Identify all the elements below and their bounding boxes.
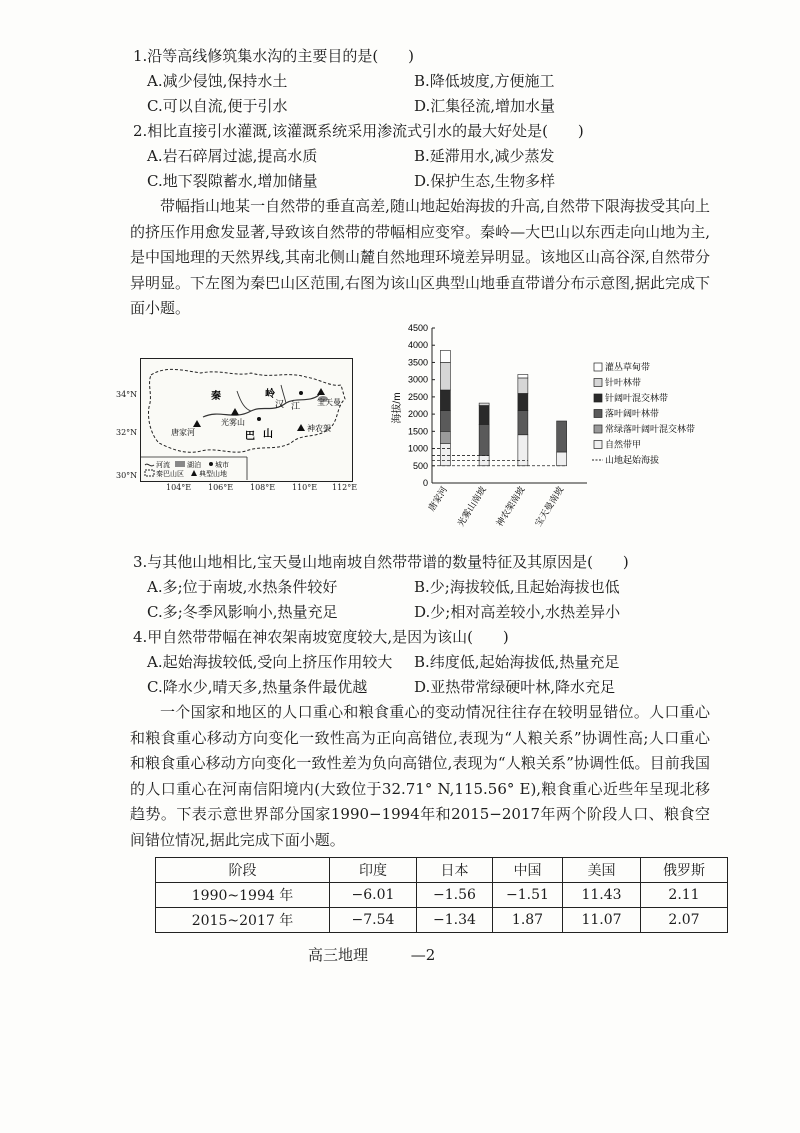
lat-label-32: 32°N xyxy=(116,428,138,437)
bar-segment xyxy=(479,406,489,425)
mountain-tangjiahe xyxy=(193,420,201,427)
table-row xyxy=(156,908,728,933)
lat-label-34: 34°N xyxy=(116,390,138,399)
y-tick-label: 4000 xyxy=(407,340,428,351)
table-cell: −1.56 xyxy=(417,883,493,908)
mountain-guangwushan xyxy=(231,408,239,415)
passage-2-text: 一个国家和地区的人口重心和粮食重心的变动情况往往存在较明显错位。人口重心和粮食重心移动方向变化一致性高为正向高错位,表现为“人粮关系”协调性高;人口重心和粮食重心移动方向变化一致性差为负向高错位,表现为“人粮关系”协调性低。目前我国的人口重心在河南信阳境内(大致位于32.71° N,115.56° E),粮食重心近些年呈现北移趋势。下表示意世界部分国家1990−1994年和2015−2017年两个阶段人口、粮食空间错位情况,据此完成下面小题。 xyxy=(130,703,710,849)
passage-1-text: 带幅指山地某一自然带的垂直高差,随山地起始海拔的升高,自然带下限海拔受其向上的挤压作用愈发显著,导致该自然带的带幅相应变窄。秦岭—大巴山以东西走向山地为主,是中国地理的天然界线,其南北侧山麓自然地理环境差异明显。该地区山高谷深,自然带分异明显。下左图为秦巴山区范围,右图为该山区典型山地垂直带谱分布示意图,据此完成下面小题。 xyxy=(130,197,710,317)
q2-option-c: C.地下裂隙蓄水,增加储量 xyxy=(147,172,318,190)
table-header-cell: 美国 xyxy=(563,858,641,883)
legend-lake: 湖泊 xyxy=(187,461,201,469)
bar-segment xyxy=(518,411,528,435)
legend-label: 灌丛草甸带 xyxy=(605,362,651,372)
y-tick-label: 2500 xyxy=(407,391,428,402)
legend-swatch xyxy=(594,394,602,402)
table-row xyxy=(156,883,728,908)
q4-option-d: D.亚热带常绿硬叶林,降水充足 xyxy=(414,678,616,696)
passage-population-grain xyxy=(130,700,710,853)
lat-label-30: 30°N xyxy=(116,471,138,480)
q3-option-d: D.少;相对高差较小,水热差异小 xyxy=(414,603,621,621)
bar-segment xyxy=(557,421,567,452)
q1-option-a: A.减少侵蚀,保持水土 xyxy=(147,72,288,90)
label-ling: 岭 xyxy=(265,389,275,400)
label-han: 汉 xyxy=(275,400,285,410)
lon-label-108: 108°E xyxy=(250,483,276,492)
bar-segment xyxy=(440,443,450,465)
bar-segment xyxy=(440,431,450,443)
y-tick-label: 3000 xyxy=(407,374,428,385)
table-cell: 2.11 xyxy=(641,883,728,908)
table-header-cell: 中国 xyxy=(493,858,563,883)
label-jiang: 江 xyxy=(291,402,301,412)
lon-label-106: 106°E xyxy=(208,483,234,492)
legend-mountain-symbol xyxy=(191,470,197,476)
legend-swatch xyxy=(594,379,602,387)
y-tick-label: 500 xyxy=(412,460,428,471)
q3-option-b: B.少;海拔较低,且起始海拔也低 xyxy=(414,578,620,596)
q2-option-b: B.延滞用水,减少蒸发 xyxy=(414,147,555,165)
lon-label-112: 112°E xyxy=(332,483,358,492)
q4-option-b: B.纬度低,起始海拔低,热量充足 xyxy=(414,653,620,671)
x-category-label: 唐家河 xyxy=(426,484,450,513)
chart-svg xyxy=(372,318,717,548)
mountain-shennongjia xyxy=(297,424,305,431)
q3-option-c: C.多;冬季风影响小,热量充足 xyxy=(147,603,338,621)
table-cell: 1990~1994 年 xyxy=(156,883,330,908)
bar-segment xyxy=(479,403,489,405)
question-3-stem: 3.与其他山地相比,宝天曼山地南坡自然带带谱的数量特征及其原因是( ) xyxy=(133,553,629,571)
table-header-row xyxy=(156,858,728,883)
q2-option-d: D.保护生态,生物多样 xyxy=(414,172,556,190)
legend-city: 城市 xyxy=(215,461,229,469)
bar-segment xyxy=(440,411,450,432)
page-footer xyxy=(308,944,435,965)
label-qin: 秦 xyxy=(211,391,221,402)
label-ba: 巴 xyxy=(245,431,255,442)
x-category-label: 神农架南坡 xyxy=(494,484,527,529)
q2-option-a: A.岩石碎屑过滤,提高水质 xyxy=(147,147,318,165)
table-cell: 2.07 xyxy=(641,908,728,933)
bar-segment xyxy=(518,375,528,378)
q1-option-b: B.降低坡度,方便施工 xyxy=(414,72,555,90)
label-baotianman: 宝天曼 xyxy=(317,398,341,407)
vertical-zone-chart xyxy=(372,318,717,548)
y-tick-label: 1500 xyxy=(407,426,428,437)
bar-segment xyxy=(479,424,489,455)
table-header-cell: 印度 xyxy=(330,858,417,883)
legend-label: 自然带甲 xyxy=(605,439,642,450)
legend-label: 落叶阔叶林带 xyxy=(605,408,660,419)
lon-label-104: 104°E xyxy=(166,483,192,492)
bar-segment xyxy=(518,435,528,466)
legend-region-symbol xyxy=(145,470,154,476)
table-cell: −6.01 xyxy=(330,883,417,908)
legend-swatch xyxy=(594,425,602,433)
legend-region: 秦巴山区 xyxy=(156,470,184,478)
table-header-cell: 俄罗斯 xyxy=(641,858,728,883)
question-1-stem: 1.沿等高线修筑集水沟的主要目的是( ) xyxy=(133,47,415,65)
legend-river-symbol xyxy=(145,464,154,466)
table-cell: −1.51 xyxy=(493,883,563,908)
mountain-baotianman xyxy=(317,388,325,395)
y-tick-label: 0 xyxy=(422,478,428,488)
city-dot xyxy=(257,417,261,421)
q1-option-c: C.可以自流,便于引水 xyxy=(147,97,288,115)
bar-segment xyxy=(518,378,528,394)
question-2-stem: 2.相比直接引水灌溉,该灌溉系统采用渗流式引水的最大好处是( ) xyxy=(133,122,584,140)
footer-subject: 高三地理 xyxy=(308,946,369,964)
y-tick-label: 2000 xyxy=(407,409,428,420)
legend-lake-symbol xyxy=(175,461,185,467)
legend-label: 常绿落叶阔叶混交林带 xyxy=(605,424,696,434)
legend-swatch xyxy=(594,410,602,418)
table-cell: 1.87 xyxy=(493,908,563,933)
bar-segment xyxy=(440,390,450,411)
table-cell: −1.34 xyxy=(417,908,493,933)
label-shan: 山 xyxy=(263,429,273,440)
population-grain-table xyxy=(155,857,728,933)
table-header-cell: 阶段 xyxy=(156,858,330,883)
label-tangjiahe: 唐家河 xyxy=(171,428,195,437)
y-tick-label: 4500 xyxy=(407,323,428,333)
bar-segment xyxy=(518,393,528,410)
bar-segment xyxy=(557,452,567,466)
legend-city-symbol xyxy=(209,462,213,466)
x-category-label: 宝天曼南坡 xyxy=(532,484,566,529)
qinba-map xyxy=(116,358,365,492)
q4-option-c: C.降水少,晴天多,热量条件最优越 xyxy=(147,678,368,696)
lon-label-110: 110°E xyxy=(292,483,318,492)
map-drawing xyxy=(141,359,351,480)
legend-swatch xyxy=(594,363,602,371)
bar-segment xyxy=(440,350,450,362)
table-cell: 11.43 xyxy=(563,883,641,908)
q1-option-d: D.汇集径流,增加水量 xyxy=(414,97,556,115)
legend-swatch xyxy=(594,441,602,449)
city-dot xyxy=(299,391,303,395)
y-axis-title: 海拔/m xyxy=(392,392,403,424)
passage-vertical-zones xyxy=(130,194,710,322)
legend-label: 针叶林带 xyxy=(605,377,642,388)
map-frame xyxy=(140,358,353,482)
table-cell: −7.54 xyxy=(330,908,417,933)
footer-page-number: —2 xyxy=(410,946,436,964)
table-header-cell: 日本 xyxy=(417,858,493,883)
q3-option-a: A.多;位于南坡,水热条件较好 xyxy=(147,578,338,596)
bar-segment xyxy=(440,362,450,390)
table-cell: 2015~2017 年 xyxy=(156,908,330,933)
y-tick-label: 1000 xyxy=(407,443,428,454)
legend-mountain: 典型山地 xyxy=(199,470,227,478)
x-category-label: 光雾山南坡 xyxy=(455,484,488,529)
label-shennongjia: 神农架 xyxy=(307,424,331,433)
legend-label: 山地起始海拔 xyxy=(605,455,660,465)
question-4-stem: 4.甲自然带带幅在神农架南坡宽度较大,是因为该山( ) xyxy=(133,628,509,646)
y-tick-label: 3500 xyxy=(407,357,428,368)
legend-label: 针阔叶混交林带 xyxy=(605,393,669,403)
q4-option-a: A.起始海拔较低,受向上挤压作用较大 xyxy=(147,653,393,671)
label-guangwushan: 光雾山 xyxy=(221,418,245,427)
table-cell: 11.07 xyxy=(563,908,641,933)
legend-river: 河流 xyxy=(156,461,170,469)
